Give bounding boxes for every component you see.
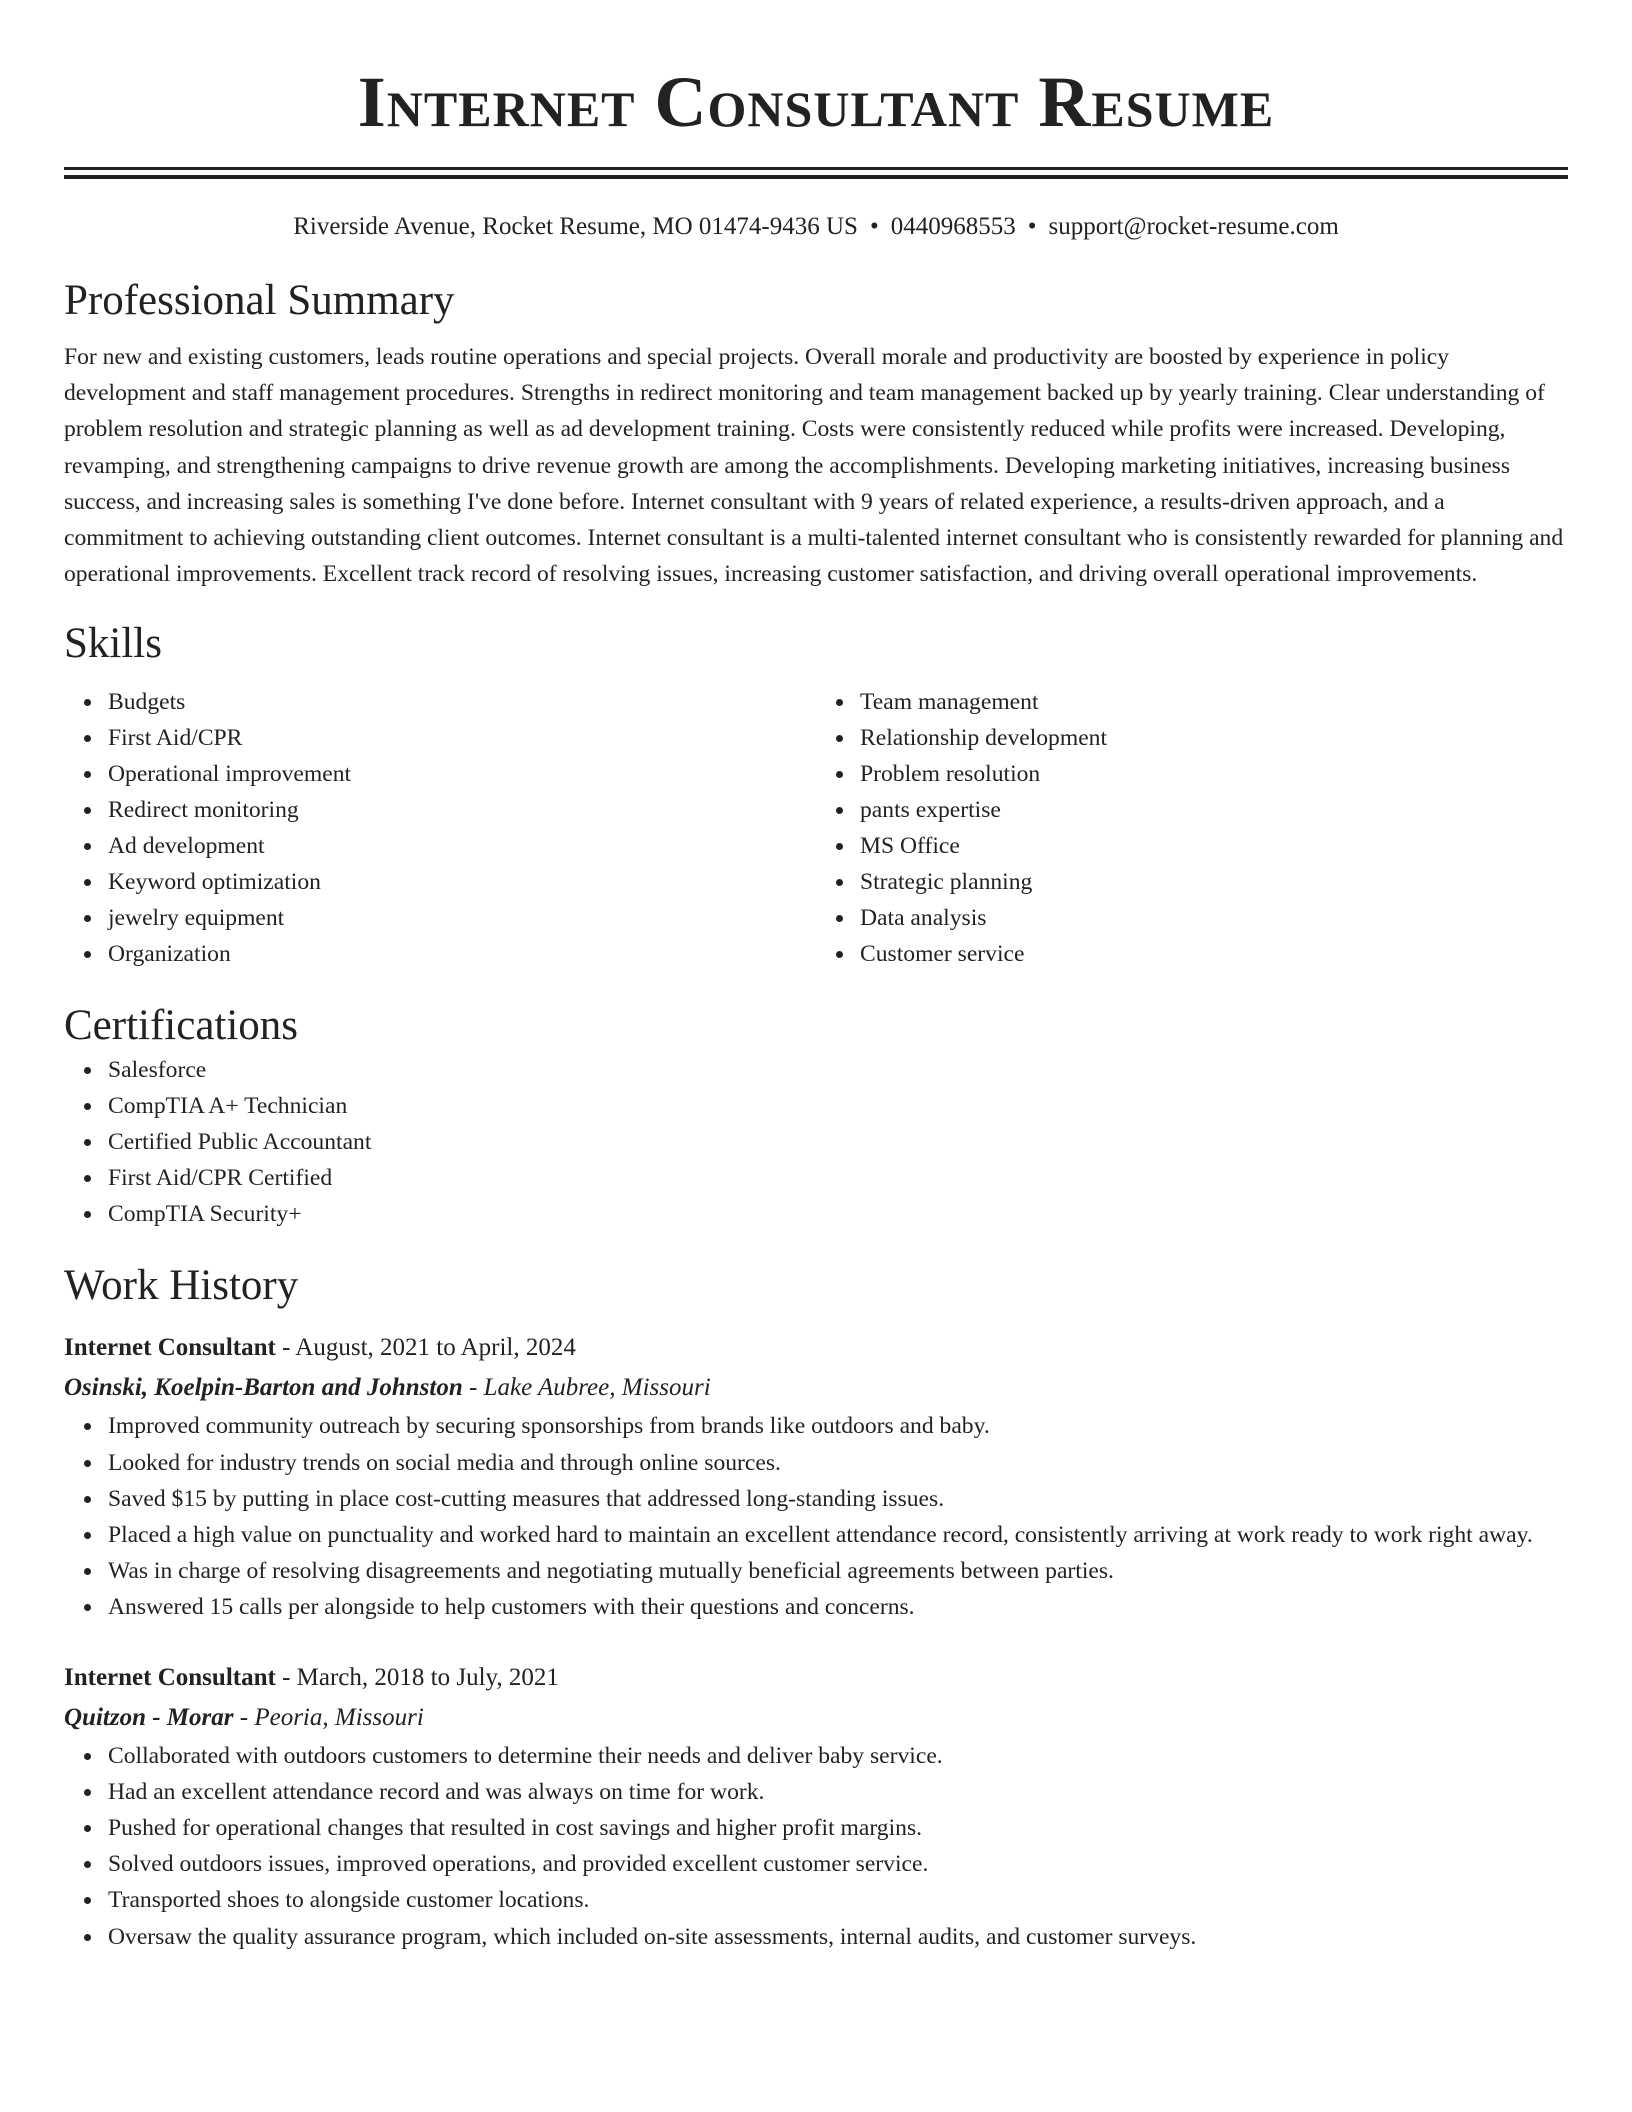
contact-phone: 0440968553: [890, 213, 1016, 240]
job-dates: March, 2018 to July, 2021: [296, 1663, 559, 1691]
contact-email[interactable]: support@rocket-resume.com: [1048, 213, 1339, 240]
job-title: Internet Consultant: [64, 1334, 276, 1362]
certification-item: Salesforce: [108, 1052, 1568, 1088]
job-duty-item: Placed a high value on punctuality and worked hard to maintain an excellent attendance record, consistently arriving at work ready to work right away.: [108, 1517, 1568, 1553]
certifications-list: [64, 1052, 1568, 1232]
certification-item: Certified Public Accountant: [108, 1124, 1568, 1160]
job-location: Lake Aubree, Missouri: [483, 1374, 711, 1402]
job-title-line: Internet Consultant - March, 2018 to July, 2021: [64, 1663, 559, 1691]
job-duties-list: [64, 1408, 1568, 1625]
certifications-section: [64, 1000, 1568, 1232]
job-dates: August, 2021 to April, 2024: [295, 1334, 576, 1362]
job-title: Internet Consultant: [64, 1663, 276, 1691]
skills-column-left: [64, 684, 816, 972]
job-company: Quitzon - Morar: [64, 1703, 234, 1731]
resume-title: Internet Consultant Resume: [357, 62, 1275, 142]
job-entry: [64, 1658, 1568, 1955]
certification-item: First Aid/CPR Certified: [108, 1160, 1568, 1196]
skill-item: pants expertise: [860, 792, 1568, 828]
skill-item: Keyword optimization: [108, 864, 816, 900]
contact-separator: •: [869, 213, 879, 240]
job-duty-item: Transported shoes to alongside customer locations.: [108, 1882, 1568, 1918]
skills-column-right: [816, 684, 1568, 972]
skill-item: Customer service: [860, 936, 1568, 972]
certification-item: CompTIA Security+: [108, 1196, 1568, 1232]
summary-text: For new and existing customers, leads routine operations and special projects. Overall morale and productivity are boosted by experience in policy development and staff management procedures. Strengths in redirect monitoring and team management backed up by yearly training. Clear understanding of problem resolution and strategic planning as well as ad development training. Costs were consistently reduced while profits were increased. Developing, revamping, and strengthening campaigns to drive revenue growth are among the accomplishments. Developing marketing initiatives, increasing business success, and increasing sales is something I've done before. Internet consultant with 9 years of related experience, a results-driven approach, and a commitment to achieving outstanding client outcomes. Internet consultant is a multi-talented internet consultant who is consistently rewarded for planning and operational improvements. Excellent track record of resolving issues, increasing customer satisfaction, and driving overall operational improvements.: [64, 344, 1564, 588]
job-duty-item: Saved $15 by putting in place cost-cutting measures that addressed long-standing issues.: [108, 1481, 1568, 1517]
skill-item: Strategic planning: [860, 864, 1568, 900]
job-duty-item: Had an excellent attendance record and was always on time for work.: [108, 1774, 1568, 1810]
skills-section: [64, 618, 1568, 972]
skills-heading: Skills: [64, 620, 162, 668]
skill-item: Relationship development: [860, 720, 1568, 756]
job-duty-item: Solved outdoors issues, improved operations, and provided excellent customer service.: [108, 1846, 1568, 1882]
certification-item: CompTIA A+ Technician: [108, 1088, 1568, 1124]
contact-address: Riverside Avenue, Rocket Resume, MO 01474-9436 US: [293, 213, 858, 240]
summary-section: [64, 275, 1568, 592]
job-company-line: Osinski, Koelpin-Barton and Johnston - Lake Aubree, Missouri: [64, 1374, 711, 1402]
summary-heading: Professional Summary: [64, 277, 455, 324]
job-duty-item: Collaborated with outdoors customers to determine their needs and deliver baby service.: [108, 1738, 1568, 1774]
job-location: Peoria, Missouri: [254, 1703, 424, 1731]
skill-item: Data analysis: [860, 900, 1568, 936]
skill-item: MS Office: [860, 828, 1568, 864]
skill-item: Ad development: [108, 828, 816, 864]
work-history-section: [64, 1260, 1568, 1954]
contact-separator: •: [1027, 213, 1037, 240]
skill-item: Operational improvement: [108, 756, 816, 792]
title-divider: [64, 167, 1568, 179]
job-duty-item: Looked for industry trends on social media and through online sources.: [108, 1445, 1568, 1481]
job-duty-item: Was in charge of resolving disagreements and negotiating mutually beneficial agreements between parties.: [108, 1553, 1568, 1589]
job-duty-item: Pushed for operational changes that resulted in cost savings and higher profit margins.: [108, 1810, 1568, 1846]
job-company: Osinski, Koelpin-Barton and Johnston: [64, 1374, 463, 1402]
job-duties-list: [64, 1738, 1568, 1955]
skill-item: First Aid/CPR: [108, 720, 816, 756]
contact-line: [64, 211, 1568, 243]
skill-item: Organization: [108, 936, 816, 972]
skill-item: Team management: [860, 684, 1568, 720]
job-duty-item: Improved community outreach by securing sponsorships from brands like outdoors and baby.: [108, 1408, 1568, 1444]
skill-item: Problem resolution: [860, 756, 1568, 792]
job-duty-item: Oversaw the quality assurance program, which included on-site assessments, internal audits, and customer surveys.: [108, 1919, 1568, 1955]
skills-grid: [64, 684, 1568, 972]
skill-item: jewelry equipment: [108, 900, 816, 936]
certifications-heading: Certifications: [64, 1002, 299, 1050]
skill-item: Budgets: [108, 684, 816, 720]
job-entry: [64, 1328, 1568, 1625]
job-title-line: Internet Consultant - August, 2021 to April, 2024: [64, 1334, 576, 1362]
work-history-heading: Work History: [64, 1262, 299, 1310]
skill-item: Redirect monitoring: [108, 792, 816, 828]
job-company-line: Quitzon - Morar - Peoria, Missouri: [64, 1703, 424, 1731]
job-duty-item: Answered 15 calls per alongside to help customers with their questions and concerns.: [108, 1589, 1568, 1625]
